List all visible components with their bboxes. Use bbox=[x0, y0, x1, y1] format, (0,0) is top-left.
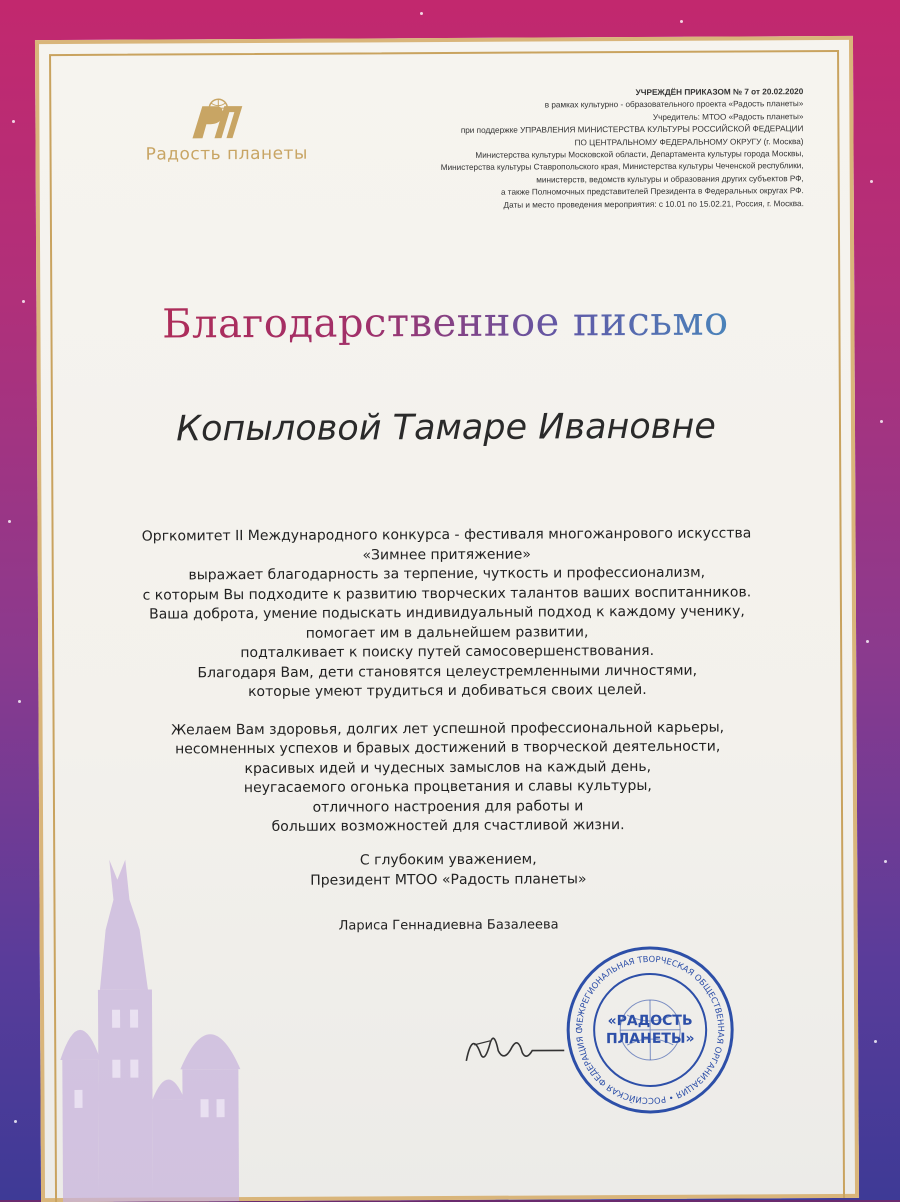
logo bbox=[145, 94, 308, 165]
header-block bbox=[363, 86, 804, 212]
logo-text: Радость планеты bbox=[145, 143, 308, 165]
cathedral-icon bbox=[39, 839, 251, 1202]
body-line: отличного настроения для работы и bbox=[312, 797, 584, 816]
header-line: ПО ЦЕНТРАЛЬНОМУ ФЕДЕРАЛЬНОМУ ОКРУГУ (г. Москва) bbox=[574, 136, 804, 147]
signature-icon bbox=[460, 1022, 570, 1073]
header-line: министерств, ведомств культуры и образования других субъектов РФ, bbox=[536, 173, 804, 185]
body-line: «Зимнее притяжение» bbox=[362, 546, 531, 563]
recipient-name: Копыловой Тамаре Ивановне bbox=[176, 406, 716, 450]
header-line: УЧРЕЖДЁН ПРИКАЗОМ № 7 от 20.02.2020 bbox=[635, 87, 804, 98]
body-line: несомненных успехов и бравых достижений в творческой деятельности, bbox=[175, 738, 721, 758]
header-line: Министерства культуры Московской области, Департамента культуры города Москвы, bbox=[475, 149, 804, 160]
body-line: Благодаря Вам, дети становятся целеустремленными личностями, bbox=[197, 662, 698, 681]
body-line: Ваша доброта, умение подыскать индивидуальный подход к каждому ученику, bbox=[149, 603, 745, 623]
header-line: Даты и место проведения мероприятия: с 10.01 по 15.02.21, Россия, г. Москва. bbox=[503, 198, 804, 210]
header-line: в рамках культурно - образовательного проекта «Радость планеты» bbox=[544, 99, 804, 110]
certificate-paper bbox=[35, 36, 859, 1202]
body-line: которые умеют трудиться и добиваться своих целей. bbox=[248, 681, 647, 701]
logo-mark-icon bbox=[180, 94, 250, 142]
official-stamp bbox=[565, 944, 736, 1119]
header-line: Учредитель: МТОО «Радость планеты» bbox=[652, 111, 804, 122]
document-title: Благодарственное письмо bbox=[36, 298, 854, 348]
signer-name: Лариса Геннадиевна Базалеева bbox=[338, 917, 559, 934]
body-line: Желаем Вам здоровья, долгих лет успешной профессиональной карьеры, bbox=[171, 719, 725, 738]
body-line: Оргкомитет II Международного конкурса - фестиваля многожанрового искусства bbox=[141, 525, 752, 545]
header-line: Министерства культуры Ставропольского края, Министерства культуры Чеченской республики, bbox=[440, 161, 804, 173]
body-line: подталкивает к поиску путей самосовершенствования. bbox=[240, 642, 655, 662]
body-line: больших возможностей для счастливой жизни. bbox=[271, 817, 625, 835]
header-line: а также Полномочных представителей Президента в Федеральных округах РФ. bbox=[500, 186, 804, 197]
stamp-center-line1: «РАДОСТЬ bbox=[607, 1012, 693, 1030]
body-line: красивых идей и чудесных замыслов на каждый день, bbox=[244, 758, 652, 777]
body-line: выражает благодарность за терпение, чуткость и профессионализм, bbox=[188, 564, 706, 584]
stamp-center-line2: ПЛАНЕТЫ» bbox=[605, 1030, 695, 1048]
closing-line: С глубоким уважением, bbox=[359, 851, 537, 869]
body-line: неугасаемого огонька процветания и славы культуры, bbox=[243, 777, 652, 797]
body-line: с которым Вы подходите к развитию творческих талантов ваших воспитанников. bbox=[142, 583, 752, 604]
body-line: помогает им в дальнейшем развитии, bbox=[305, 623, 589, 642]
stamp-ring-text: МЕЖРЕГИОНАЛЬНАЯ ТВОРЧЕСКАЯ ОБЩЕСТВЕННАЯ ОРГАНИЗАЦИЯ • РОССИЙСКАЯ ФЕДЕРАЦИЯ СТАВРОПОЛЬСКИЙ bbox=[574, 953, 727, 1106]
body-text bbox=[98, 524, 798, 838]
header-line: при поддержке УПРАВЛЕНИЯ МИНИСТЕРСТВА КУЛЬТУРЫ РОССИЙСКОЙ ФЕДЕРАЦИИ bbox=[460, 124, 804, 136]
closing-line: Президент МТОО «Радость планеты» bbox=[310, 871, 587, 889]
